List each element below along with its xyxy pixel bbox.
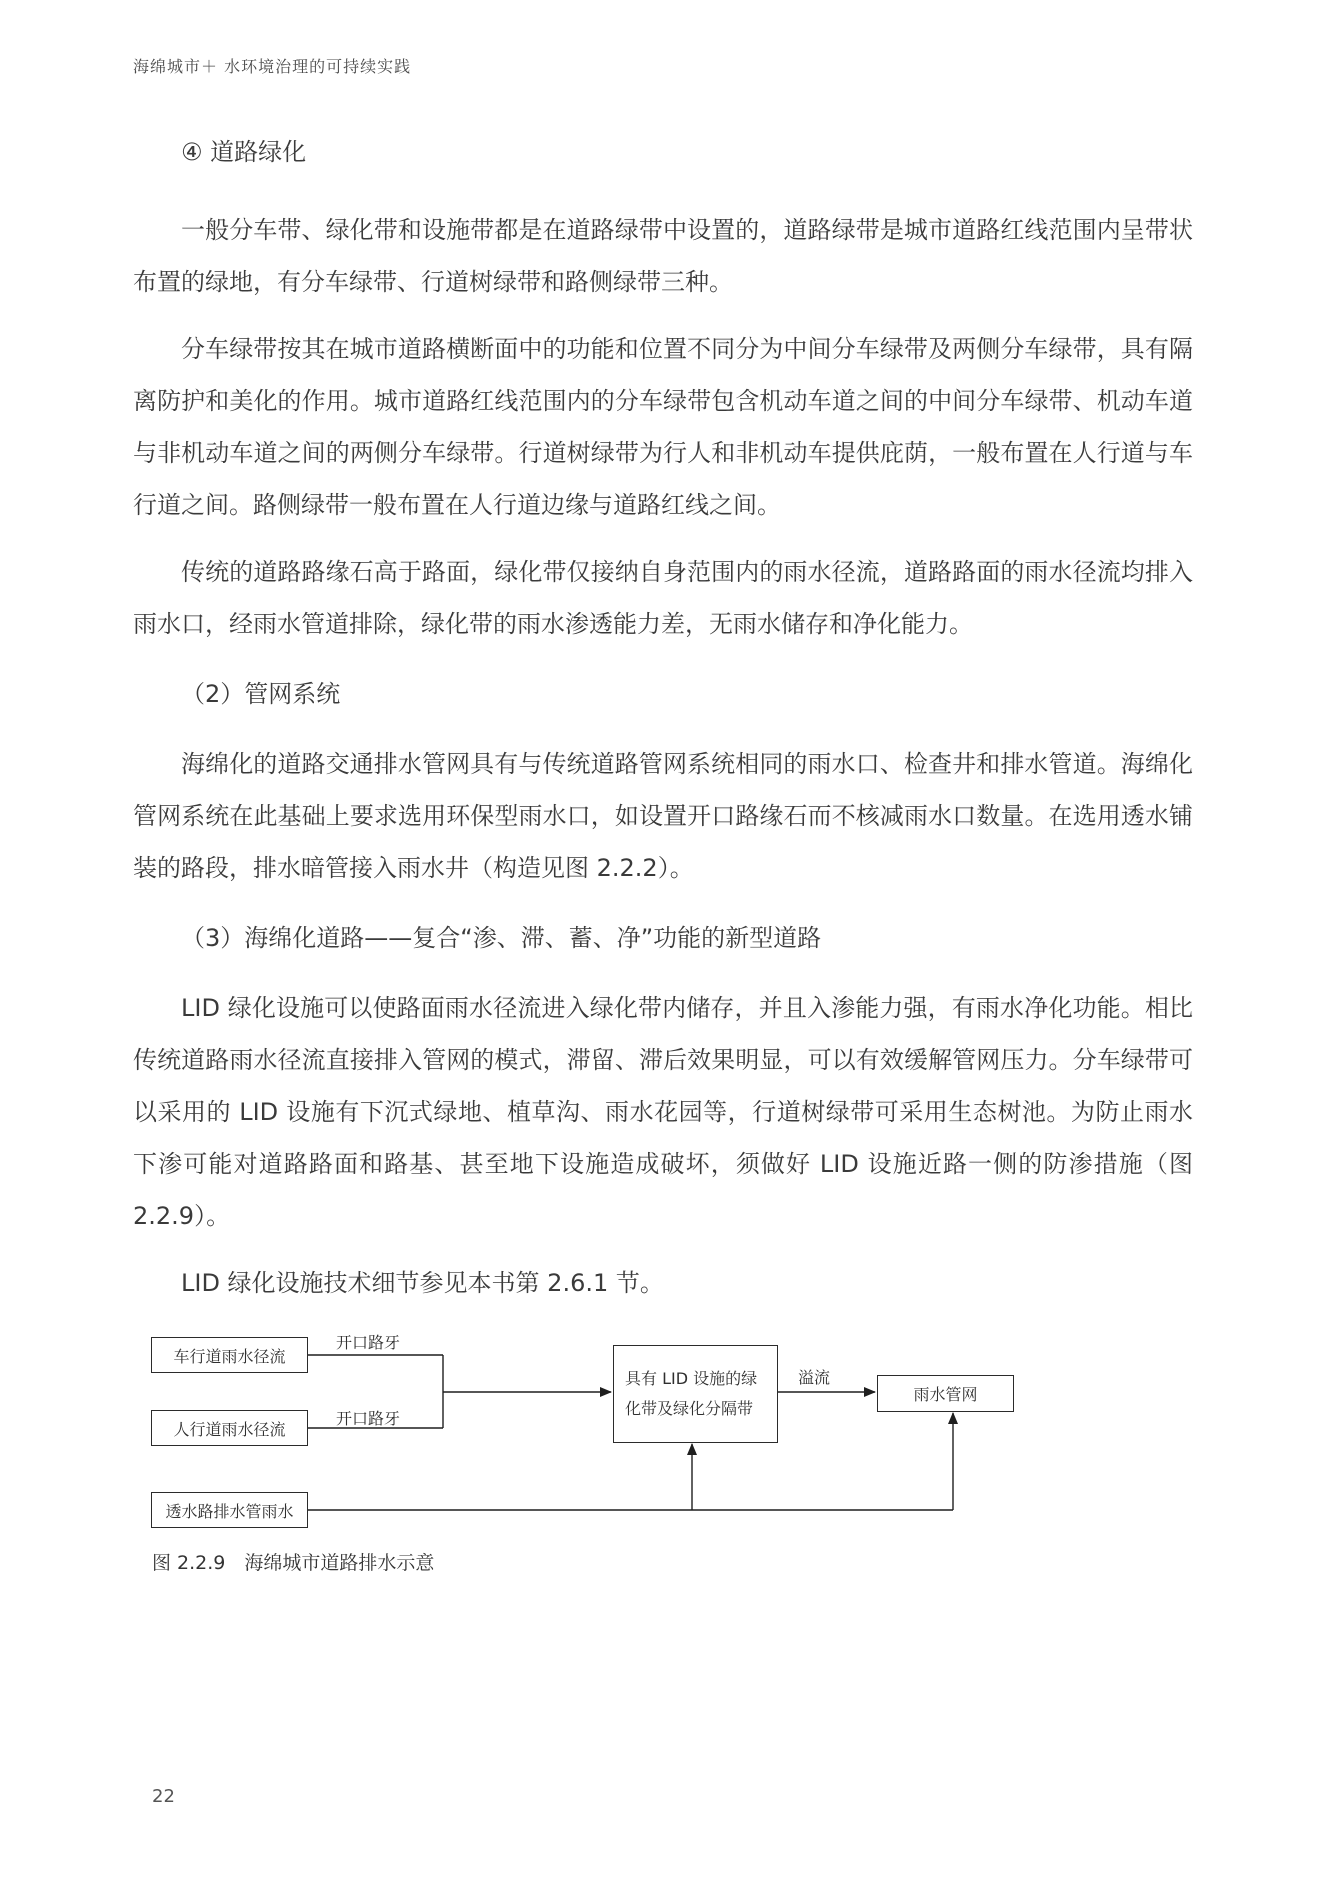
flow-label-open-curb-2: 开口路牙: [336, 1409, 401, 1428]
paragraph-road-green-1: 一般分车带、绿化带和设施带都是在道路绿带中设置的，道路绿带是城市道路红线范围内呈带状布置的绿地，有分车绿带、行道树绿带和路侧绿带三种。: [133, 216, 1193, 296]
page-number: 22: [152, 1786, 175, 1807]
flow-node-rainwater-network: 雨水管网: [877, 1375, 1014, 1412]
subheading-sponge-road: （3）海绵化道路——复合“渗、滞、蓄、净”功能的新型道路: [181, 924, 822, 952]
figure-caption: 图 2.2.9 海绵城市道路排水示意: [152, 1552, 435, 1574]
flow-node-vehicle-runoff: 车行道雨水径流: [151, 1337, 308, 1373]
paragraph-lid-facility: LID 绿化设施可以使路面雨水径流进入绿化带内储存，并且入渗能力强，有雨水净化功能。相比传统道路雨水径流直接排入管网的模式，滞留、滞后效果明显，可以有效缓解管网压力。分车绿带可以采用的 LID 设施有下沉式绿地、植草沟、雨水花园等，行道树绿带可采用生态树池。为防止雨水下渗可能对道路路面和路基、甚至地下设施造成破坏，须做好 LID 设施近路一侧的防渗措施（图 2.2.9）。: [133, 994, 1193, 1230]
flow-node-lid-green-belt: 具有 LID 设施的绿化带及绿化分隔带: [613, 1345, 778, 1443]
flow-label-overflow: 溢流: [798, 1368, 831, 1387]
flow-node-permeable-pipe-water: 透水路排水管雨水: [151, 1492, 308, 1528]
running-header: 海绵城市＋ 水环境治理的可持续实践: [133, 57, 412, 76]
section-heading: ④ 道路绿化: [181, 138, 307, 166]
paragraph-lid-reference: LID 绿化设施技术细节参见本书第 2.6.1 节。: [181, 1269, 664, 1297]
paragraph-pipe-network: 海绵化的道路交通排水管网具有与传统道路管网系统相同的雨水口、检查井和排水管道。海绵化管网系统在此基础上要求选用环保型雨水口，如设置开口路缘石而不核减雨水口数量。在选用透水铺装的路段，排水暗管接入雨水井（构造见图 2.2.2）。: [133, 750, 1193, 882]
paragraph-road-green-2: 分车绿带按其在城市道路横断面中的功能和位置不同分为中间分车绿带及两侧分车绿带，具有隔离防护和美化的作用。城市道路红线范围内的分车绿带包含机动车道之间的中间分车绿带、机动车道与非机动车道之间的两侧分车绿带。行道树绿带为行人和非机动车提供庇荫，一般布置在人行道与车行道之间。路侧绿带一般布置在人行道边缘与道路红线之间。: [133, 335, 1193, 519]
flow-node-pedestrian-runoff: 人行道雨水径流: [151, 1410, 308, 1446]
subheading-pipe-network: （2）管网系统: [181, 680, 341, 708]
figure-road-drainage-diagram: [0, 1325, 1339, 1545]
paragraph-road-green-3: 传统的道路路缘石高于路面，绿化带仅接纳自身范围内的雨水径流，道路路面的雨水径流均排入雨水口，经雨水管道排除，绿化带的雨水渗透能力差，无雨水储存和净化能力。: [133, 558, 1193, 638]
flow-label-open-curb-1: 开口路牙: [336, 1333, 401, 1352]
page-body: [133, 126, 1193, 1324]
